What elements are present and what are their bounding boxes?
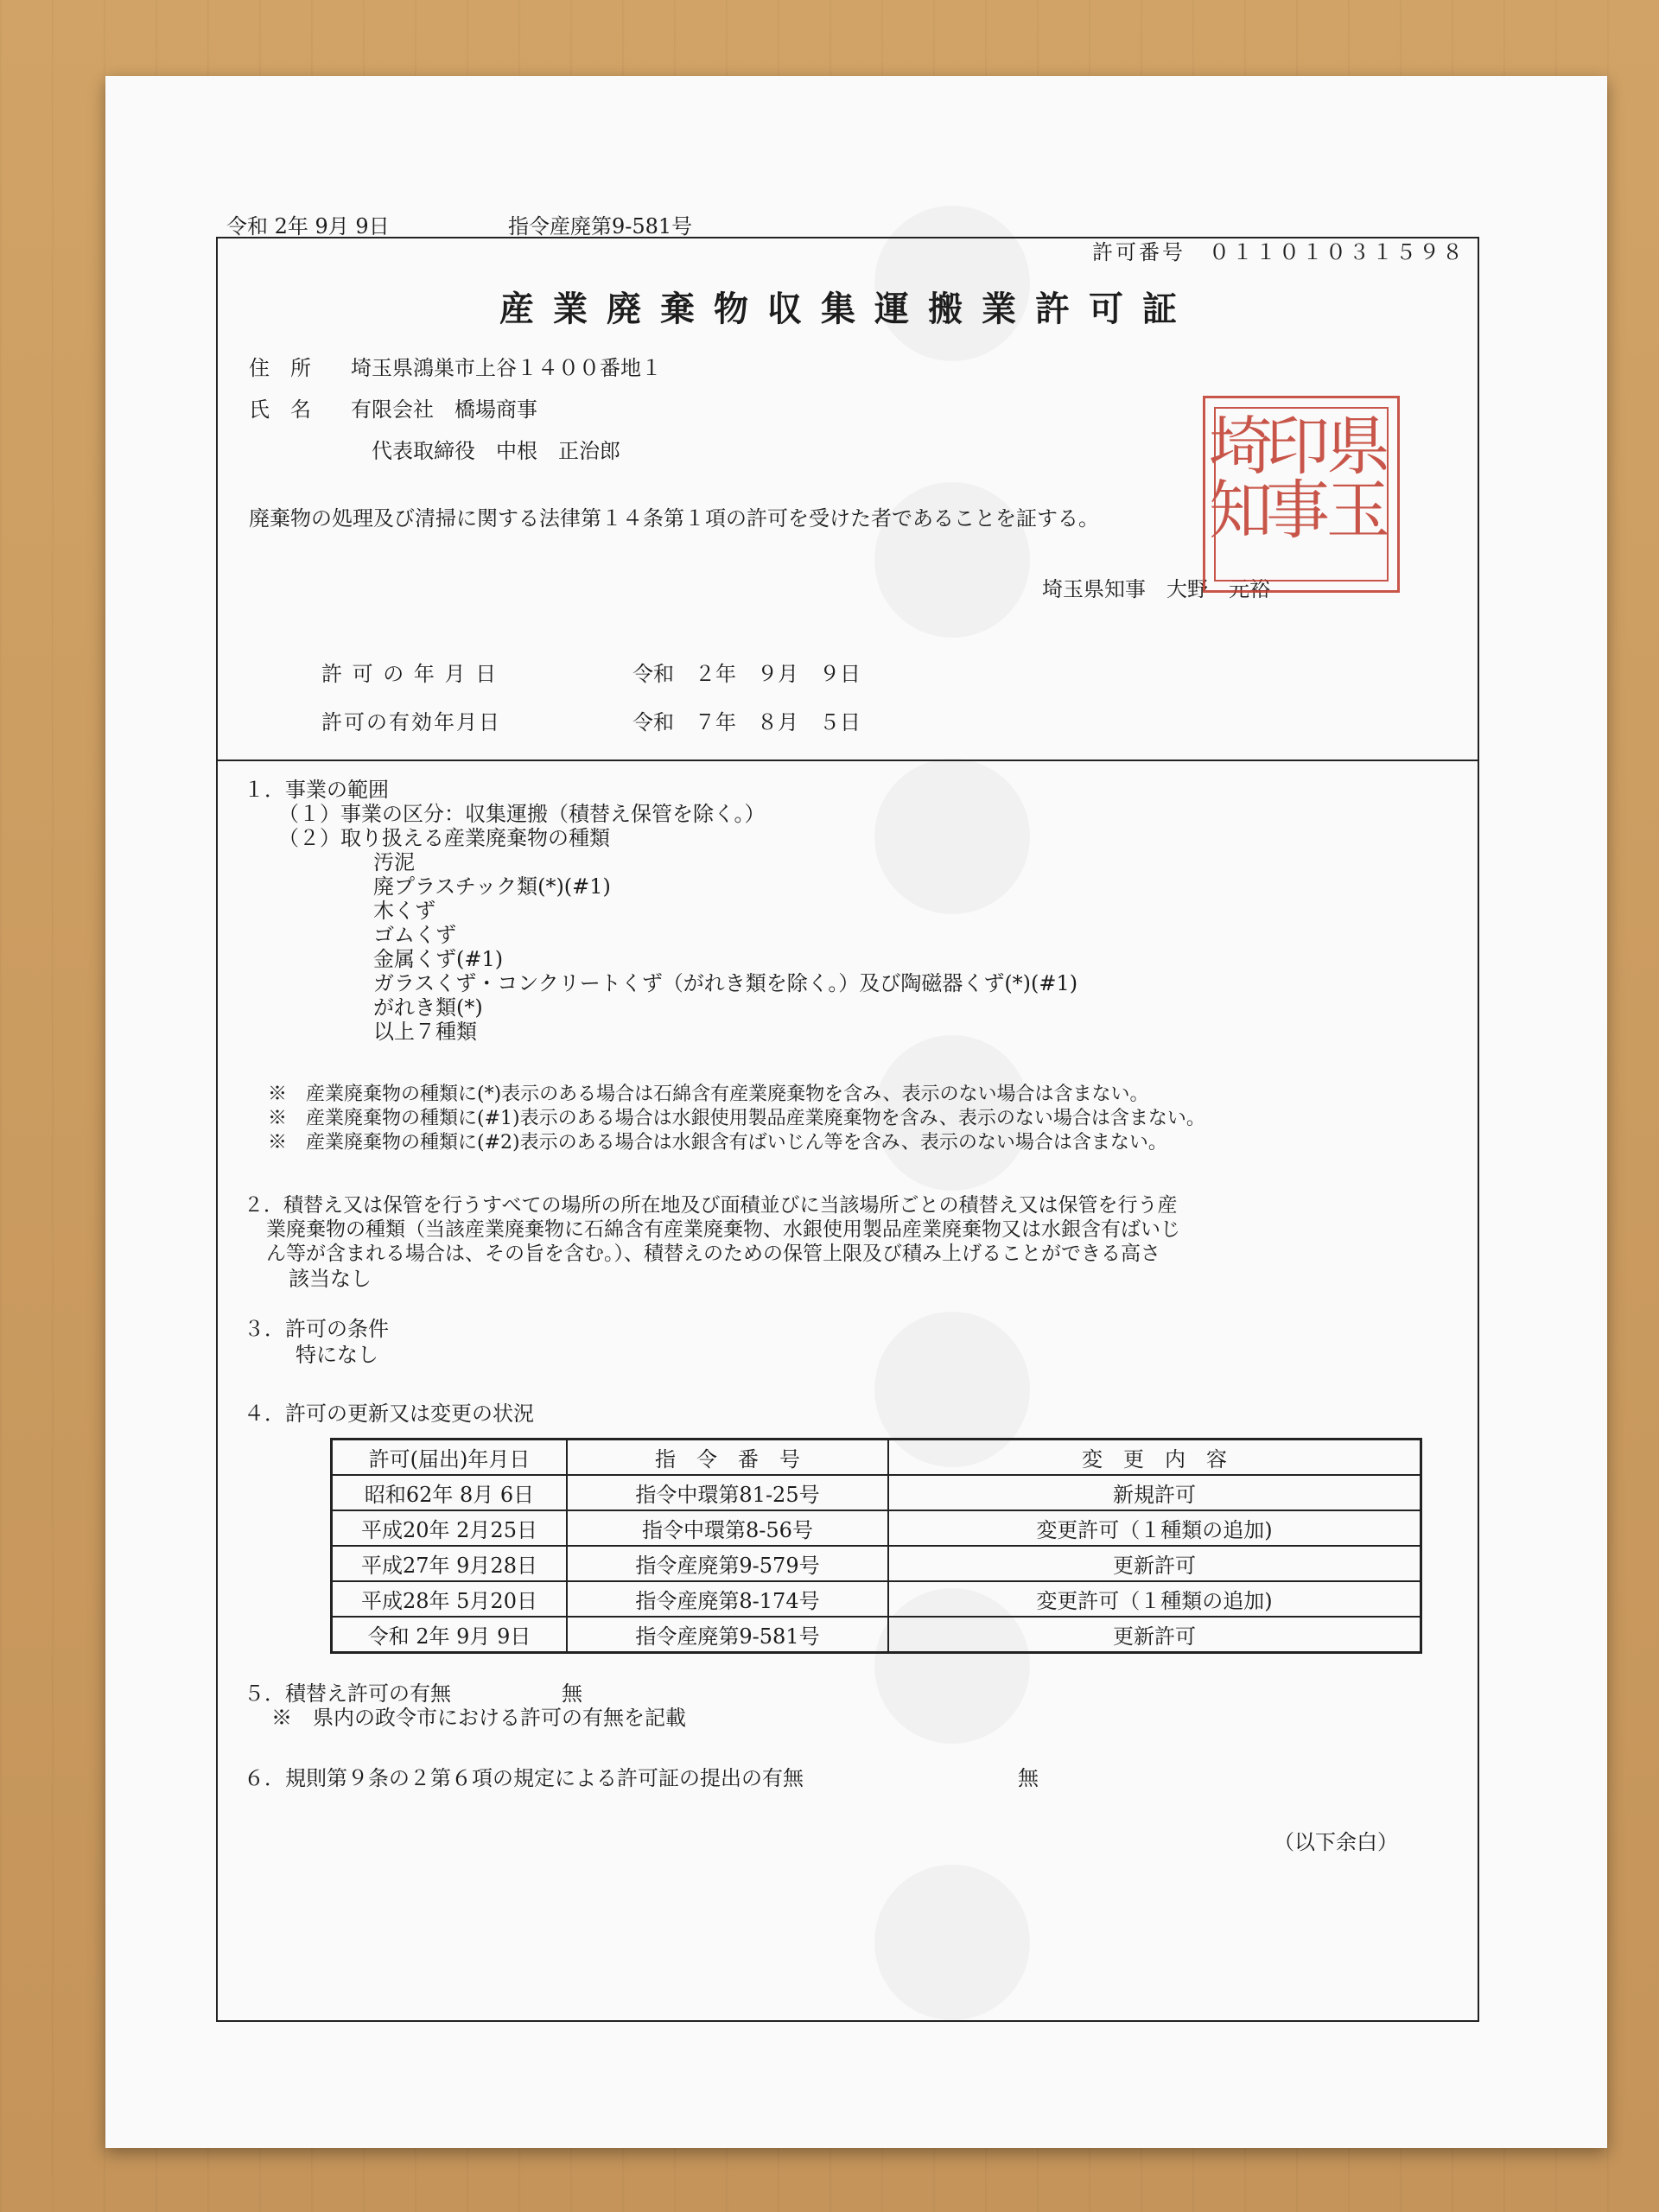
waste-item: ゴムくず xyxy=(373,923,456,947)
table-row xyxy=(332,1475,1421,1510)
business-category: （１）事業の区分：収集運搬（積替え保管を除く。） xyxy=(278,802,766,826)
valid-date-value: 令和 ７年 ８月 ５日 xyxy=(632,710,861,734)
column-header: 許可(届出)年月日 xyxy=(332,1440,568,1476)
section-2-line: ２．積替え又は保管を行うすべての場所の所在地及び面積並びに当該場所ごとの積替え又は保管を行う産 xyxy=(244,1194,1178,1217)
company-name: 有限会社 橋場商事 xyxy=(351,397,537,422)
table-cell: 指令産廃第9-581号 xyxy=(567,1617,888,1653)
table-cell: 更新許可 xyxy=(888,1617,1421,1653)
table-cell: 更新許可 xyxy=(888,1546,1421,1581)
table-cell: 変更許可（１種類の追加) xyxy=(888,1510,1421,1546)
table-row xyxy=(332,1581,1421,1617)
end-of-text-note: （以下余白） xyxy=(1274,1830,1398,1854)
note-mercury-products: ※ 産業廃棄物の種類に(#1)表示のある場合は水銀使用製品産業廃棄物を含み、表示のない場合は含まない。 xyxy=(268,1108,1205,1129)
address-label: 住 所 xyxy=(249,356,311,380)
table-row xyxy=(332,1546,1421,1581)
note-asbestos: ※ 産業廃棄物の種類に(*)表示のある場合は石綿含有産業廃棄物を含み、表示のない場合は含まない。 xyxy=(268,1084,1149,1105)
section-5-note: ※ 県内の政令市における許可の有無を記載 xyxy=(271,1706,686,1730)
document-title: 産業廃棄物収集運搬業許可証 xyxy=(499,289,1196,329)
column-header: 変 更 内 容 xyxy=(888,1440,1421,1476)
waste-item: 廃プラスチック類(*)(#1) xyxy=(373,874,611,899)
section-3-value: 特になし xyxy=(296,1343,378,1367)
waste-item: 汚泥 xyxy=(373,850,415,874)
table-row xyxy=(332,1617,1421,1653)
table-cell: 平成27年 9月28日 xyxy=(332,1546,568,1581)
governor-name: 埼玉県知事 大野 元裕 xyxy=(1042,577,1270,601)
section-6-value: 無 xyxy=(1018,1766,1039,1790)
seal-glyph-col-1: 県玉 xyxy=(1316,412,1390,540)
waste-total: 以上７種類 xyxy=(373,1020,477,1044)
waste-types-heading: （２）取り扱える産業廃棄物の種類 xyxy=(278,826,610,850)
address-value: 埼玉県鴻巣市上谷１４００番地１ xyxy=(351,356,662,380)
waste-item: ガラスくず・コンクリートくず（がれき類を除く。）及び陶磁器くず(*)(#1) xyxy=(373,971,1078,995)
issue-date: 令和 2年 9月 9日 xyxy=(226,214,390,238)
waste-item: 金属くず(#1) xyxy=(373,947,504,971)
permit-date-value: 令和 ２年 ９月 ９日 xyxy=(632,662,861,686)
table-cell: 昭和62年 8月 6日 xyxy=(332,1475,568,1510)
waste-item: 木くず xyxy=(373,899,435,923)
section-4-heading: ４．許可の更新又は変更の状況 xyxy=(244,1402,534,1426)
certification-statement: 廃棄物の処理及び清掃に関する法律第１４条第１項の許可を受けた者であることを証する。 xyxy=(249,506,1099,531)
table-cell: 平成20年 2月25日 xyxy=(332,1510,568,1546)
table-cell: 令和 2年 9月 9日 xyxy=(332,1617,568,1653)
section-2-value: 該当なし xyxy=(289,1267,372,1291)
note-mercury-dust: ※ 産業廃棄物の種類に(#2)表示のある場合は水銀含有ばいじん等を含み、表示のない場合は含まない。 xyxy=(268,1132,1167,1154)
table-cell: 新規許可 xyxy=(888,1475,1421,1510)
permit-history-table xyxy=(330,1438,1422,1654)
permit-number: 許可番号 ０１１０１０３１５９８ xyxy=(1092,240,1465,264)
section-3-heading: ３．許可の条件 xyxy=(244,1317,389,1341)
permit-date-label: 許 可 の 年 月 日 xyxy=(321,662,499,686)
section-divider xyxy=(218,760,1478,761)
section-5-heading: ５．積替え許可の有無 xyxy=(244,1681,451,1706)
governor-seal xyxy=(1198,396,1400,593)
table-cell: 指令中環第81-25号 xyxy=(567,1475,888,1510)
table-header-row xyxy=(332,1440,1421,1476)
directive-number: 指令産廃第9-581号 xyxy=(508,214,693,238)
table-cell: 指令中環第8-56号 xyxy=(567,1510,888,1546)
name-label: 氏 名 xyxy=(249,397,311,422)
table-row xyxy=(332,1510,1421,1546)
table-cell: 変更許可（１種類の追加) xyxy=(888,1581,1421,1617)
valid-date-label: 許可の有効年月日 xyxy=(321,710,501,734)
section-5-value: 無 xyxy=(562,1681,582,1706)
column-header: 指 令 番 号 xyxy=(567,1440,888,1476)
seal-glyph-col-2: 印事 xyxy=(1255,412,1330,540)
table-cell: 平成28年 5月20日 xyxy=(332,1581,568,1617)
section-6-heading: ６．規則第９条の２第６項の規定による許可証の提出の有無 xyxy=(244,1766,804,1790)
section-2-line: ん等が含まれる場合は、その旨を含む。）、積替えのための保管上限及び積み上げることができる高さ xyxy=(266,1243,1160,1265)
section-1-heading: １．事業の範囲 xyxy=(244,778,389,802)
table-cell: 指令産廃第9-579号 xyxy=(567,1546,888,1581)
seal-glyph-col-3: 埼知 xyxy=(1198,412,1273,540)
table-cell: 指令産廃第8-174号 xyxy=(567,1581,888,1617)
permit-document xyxy=(105,76,1607,2148)
section-2-line: 業廃棄物の種類（当該産業廃棄物に石綿含有産業廃棄物、水銀使用製品産業廃棄物又は水銀含有ばいじ xyxy=(266,1218,1180,1241)
representative-name: 代表取締役 中根 正治郎 xyxy=(372,439,620,463)
waste-item: がれき類(*) xyxy=(373,995,483,1020)
